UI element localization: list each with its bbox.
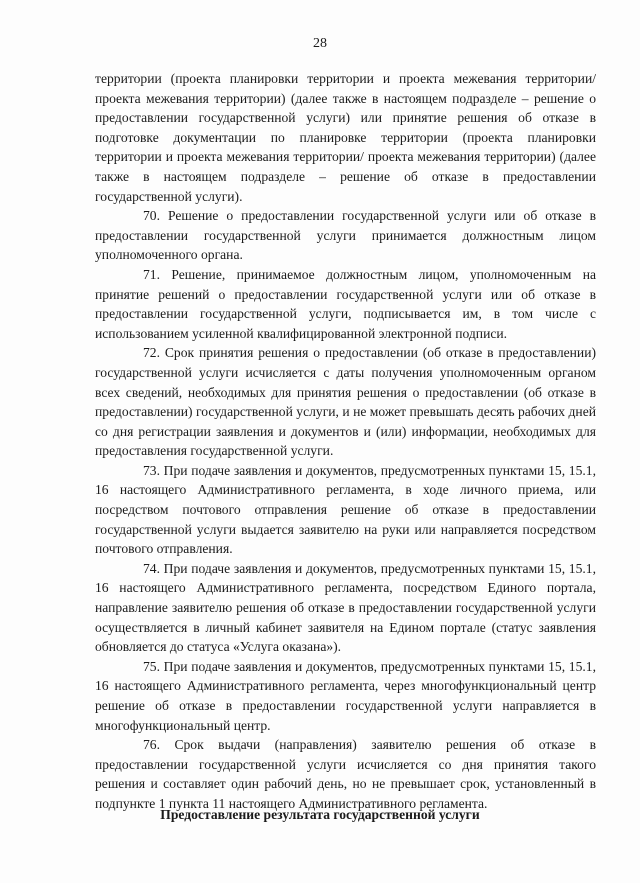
section-heading: Предоставление результата государственной услуги xyxy=(160,807,480,822)
page-number: 28 xyxy=(313,36,327,51)
paragraph-72: 72. Срок принятия решения о предоставлении (об отказе в предоставлении) государственной услуги исчисляется с даты получения уполномоченным органом всех сведений, необходимых для принятия решения о предоставлении (об отказе в предоставлении) государственной услуги, и не может превышать десять рабочих дней со дня регистрации заявления и документов и (или) информации, необходимых для предоставления государственной услуги. xyxy=(95,345,596,459)
paragraph-continuation: территории (проекта планировки территории и проекта межевания территории/проекта межевания территории) (далее также в настоящем подразделе – решение о предоставлении государственной услуги) или принятие решения об отказе в подготовке документации по планировке территории (проекта планировки территории и проекта межевания территории/ проекта межевания территории) (далее также в настоящем подразделе – решение об отказе в предоставлении государственной услуги). xyxy=(95,71,596,204)
paragraph-75: 75. При подаче заявления и документов, предусмотренных пунктами 15, 15.1, 16 настоящего Административного регламента, через многофункциональный центр решение об отказе в предоставлении государственной услуги направляется в многофункциональный центр. xyxy=(95,658,596,733)
paragraph-73: 73. При подаче заявления и документов, предусмотренных пунктами 15, 15.1, 16 настоящего Административного регламента, в ходе личного приема, или посредством почтового отправления решение об отказе в предоставлении государственной услуги выдается заявителю на руки или направляется посредством почтового отправления. xyxy=(95,462,596,557)
document-body xyxy=(95,69,596,814)
paragraph-74: 74. При подаче заявления и документов, предусмотренных пунктами 15, 15.1, 16 настоящего Административного регламента, посредством Единого портала, направление заявителю решения об отказе в предоставлении государственной услуги осуществляется в личный кабинет заявителя на Едином портале (статус заявления обновляется до статуса «Услуга оказана»). xyxy=(95,560,596,655)
paragraph-76: 76. Срок выдачи (направления) заявителю решения об отказе в предоставлении государственной услуги исчисляется со дня принятия такого решения и составляет один рабочий день, но не превышает срок, установленный в подпункте 1 пункта 11 настоящего Административного регламента. xyxy=(95,737,596,811)
paragraph-70: 70. Решение о предоставлении государственной услуги или об отказе в предоставлении государственной услуги принимается должностным лицом уполномоченного органа. xyxy=(95,208,596,263)
paragraph-71: 71. Решение, принимаемое должностным лицом, уполномоченным на принятие решений о предоставлении государственной услуги или об отказе в предоставлении государственной услуги, подписывается им, в том числе с использованием усиленной квалифицированной электронной подписи. xyxy=(95,266,596,341)
